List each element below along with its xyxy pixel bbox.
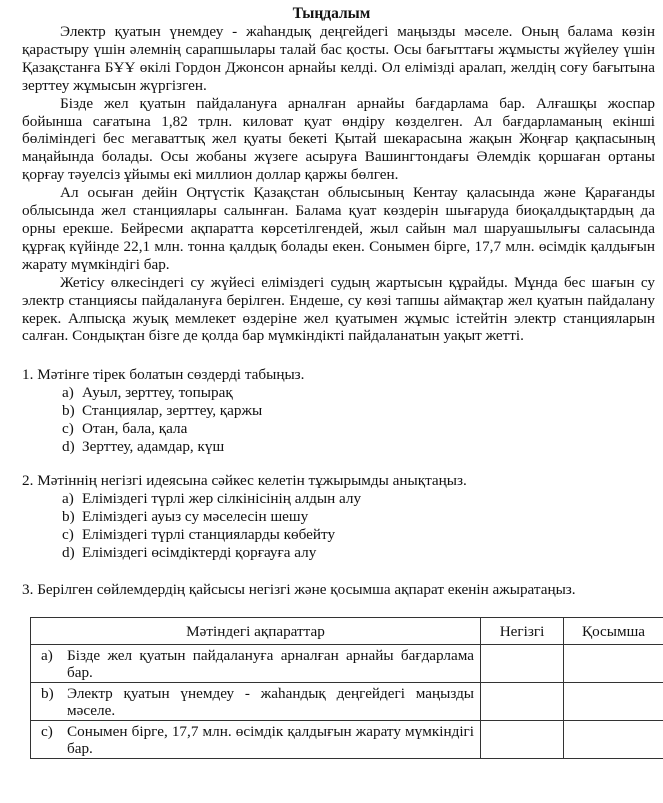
table-header-row (31, 618, 663, 645)
option-text: Станциялар, зерттеу, қаржы (82, 402, 263, 419)
answer-option[interactable] (62, 402, 304, 420)
option-letter: c) (62, 420, 74, 437)
option-letter: d) (62, 438, 75, 455)
info-cell (31, 721, 481, 759)
question-text: 1. Мәтінге тірек болатын сөздерді табыңыз. (22, 366, 305, 383)
option-letter: a) (62, 384, 74, 401)
table-row (31, 645, 663, 683)
option-letter: b) (62, 508, 75, 525)
paragraph: Ал осыған дейін Оңтүстік Қазақстан облысының Кентау қаласында және Қарағанды облысында жел станциялары салынған. Балама қуат көздерін шығаруда биоқалдықтардың да орны ерекше. Бейресми ақпаратта көрсетілгендей, жыл сайын мал шаруашылығы саласында құрғақ күйінде 22,1 млн. тонна қалдық болады екен. Сонымен бірге, 17,7 млн. өсімдік қалдығын жарату мүмкіндігі бар. (22, 184, 655, 273)
option-text: Зерттеу, адамдар, күш (82, 438, 225, 455)
question-text: 3. Берілген сөйлемдердің қайсысы негізгі және қосымша ақпарат екенін ажыратаңыз. (22, 581, 576, 598)
option-text: Ауыл, зерттеу, топырақ (82, 384, 233, 401)
info-cell (31, 683, 481, 721)
document-title: Тыңдалым (292, 5, 371, 22)
classification-table (30, 617, 663, 759)
main-cell[interactable] (481, 645, 564, 683)
paragraph: Жетісу өлкесіндегі су жүйесі еліміздегі судың жартысын құрайды. Мұнда бес шағын су электр станциясы пайдалануға берілген. Ендеше, су көзі тапшы аймақтар жел қуатын пайдалану керек. Алпысқа жуық мемлекет өздеріне жел қуатымен жұмыс істейтін электр станцияларын салған. Сондықтан бізге де қолда бар мүмкіндікті пайдаланатын уақыт жетті. (22, 273, 655, 345)
row-text: Сонымен бірге, 17,7 млн. өсімдік қалдығын жарату мүмкіндігі бар. (67, 723, 474, 757)
option-text: Еліміздегі өсімдіктерді қорғауға алу (82, 544, 317, 561)
answer-option[interactable] (62, 544, 467, 562)
additional-cell[interactable] (564, 645, 663, 683)
question-3 (22, 581, 576, 599)
answer-option[interactable] (62, 490, 467, 508)
reading-text (22, 23, 655, 345)
main-cell[interactable] (481, 721, 564, 759)
additional-cell[interactable] (564, 721, 663, 759)
paragraph: Электр қуатын үнемдеу - жаһандық деңгейдегі маңызды мәселе. Оның балама көзін қарастыру үшін әлемнің сарапшылары талай бас қосты. Осы бағыттағы жұмысты жүйелеу үшін Қазақстанға БҰҰ өкілі Гордон Джонсон арнайы келді. Ол елімізді аралап, желдің соғу бағытына зерттеу жұмысын жүргізген. (22, 23, 655, 94)
option-letter: a) (62, 490, 74, 507)
table-row (31, 683, 663, 721)
row-letter: b) (41, 685, 54, 702)
row-letter: a) (41, 647, 53, 664)
row-text: Электр қуатын үнемдеу - жаһандық деңгейдегі маңызды мәселе. (67, 685, 474, 719)
answer-option[interactable] (62, 420, 304, 438)
row-text: Бізде жел қуатын пайдалануға арналған арнайы бағдарлама бар. (67, 647, 474, 681)
option-text: Еліміздегі түрлі станцияларды көбейту (82, 526, 336, 543)
question-2 (22, 472, 467, 562)
option-text: Еліміздегі түрлі жер сілкінісінің алдын алу (82, 490, 362, 507)
question-text: 2. Мәтіннің негізгі идеясына сәйкес келетін тұжырымды анықтаңыз. (22, 472, 467, 489)
main-cell[interactable] (481, 683, 564, 721)
option-text: Отан, бала, қала (82, 420, 188, 437)
question-1 (22, 366, 304, 456)
row-letter: c) (41, 723, 53, 740)
answer-option[interactable] (62, 508, 467, 526)
answer-option[interactable] (62, 384, 304, 402)
paragraph: Бізде жел қуатын пайдалануға арналған арнайы бағдарлама бар. Алғашқы жоспар бойынша сағатына 1,82 трлн. киловат қуат өндіру көзделген. Ал бағдарламаның екінші бөліміндегі бес мегаваттық жел қуаты бекеті Қытай шекарасына жақын Жоңғар қақпасының маңайында болады. Осы жобаны жүзеге асыруға Вашингтондағы Әлемдік қоршаған ортаны қорғау тәуелсіз ұйымы екі миллион доллар қаржы бөлген. (22, 94, 655, 184)
header-main: Негізгі (481, 618, 564, 645)
answer-option[interactable] (62, 526, 467, 544)
header-additional: Қосымша (564, 618, 663, 645)
header-info: Мәтіндегі ақпараттар (31, 618, 481, 645)
table-row (31, 721, 663, 759)
info-cell (31, 645, 481, 683)
answer-option[interactable] (62, 438, 304, 456)
option-letter: d) (62, 544, 75, 561)
option-text: Еліміздегі ауыз су мәселесін шешу (82, 508, 309, 525)
option-letter: b) (62, 402, 75, 419)
option-letter: c) (62, 526, 74, 543)
additional-cell[interactable] (564, 683, 663, 721)
